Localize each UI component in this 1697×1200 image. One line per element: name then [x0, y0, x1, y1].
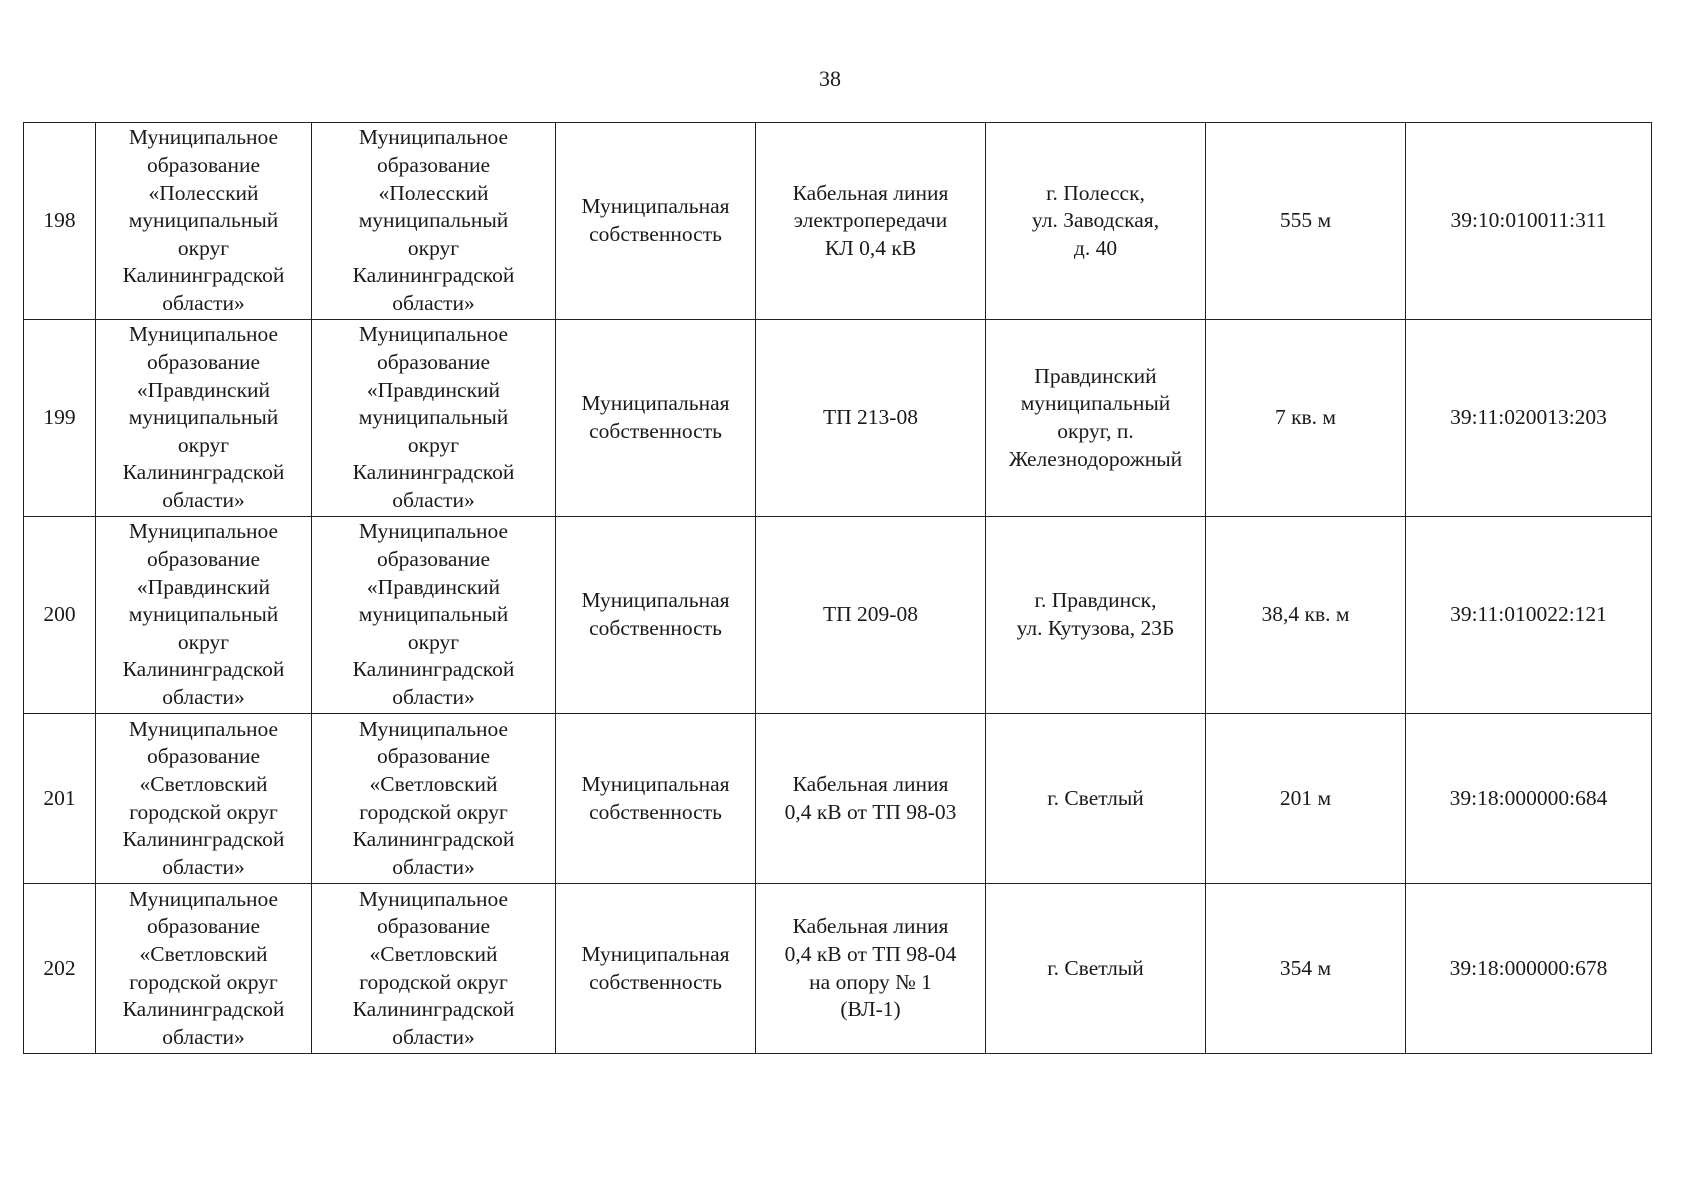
ownership-type-cell: Муниципальная собственность — [556, 517, 756, 714]
object-name-cell: ТП 209-08 — [756, 517, 986, 714]
holder-cell: Муниципальное образование «Светловский городской округ Калининградской области» — [312, 884, 556, 1054]
object-name-cell: Кабельная линия 0,4 кВ от ТП 98-03 — [756, 714, 986, 884]
ownership-type-cell: Муниципальная собственность — [556, 320, 756, 517]
cadastral-number-cell: 39:10:010011:311 — [1406, 123, 1652, 320]
address-cell: г. Полесск, ул. Заводская, д. 40 — [986, 123, 1206, 320]
row-number-cell: 198 — [24, 123, 96, 320]
address-cell: Правдинский муниципальный округ, п. Железнодорожный — [986, 320, 1206, 517]
object-name-cell: Кабельная линия электропередачи КЛ 0,4 кВ — [756, 123, 986, 320]
page-number: 38 — [819, 66, 841, 91]
holder-cell: Муниципальное образование «Правдинский муниципальный округ Калининградской области» — [312, 517, 556, 714]
table-row — [24, 884, 1652, 1054]
address-cell: г. Светлый — [986, 884, 1206, 1054]
table-row — [24, 123, 1652, 320]
ownership-type-cell: Муниципальная собственность — [556, 884, 756, 1054]
holder-cell: Муниципальное образование «Правдинский муниципальный округ Калининградской области» — [312, 320, 556, 517]
size-cell: 354 м — [1206, 884, 1406, 1054]
owner-cell: Муниципальное образование «Светловский городской округ Калининградской области» — [96, 884, 312, 1054]
ownership-type-cell: Муниципальная собственность — [556, 123, 756, 320]
table-row — [24, 320, 1652, 517]
cadastral-number-cell: 39:18:000000:684 — [1406, 714, 1652, 884]
owner-cell: Муниципальное образование «Правдинский муниципальный округ Калининградской области» — [96, 320, 312, 517]
owner-cell: Муниципальное образование «Полесский муниципальный округ Калининградской области» — [96, 123, 312, 320]
cadastral-number-cell: 39:11:010022:121 — [1406, 517, 1652, 714]
ownership-type-cell: Муниципальная собственность — [556, 714, 756, 884]
address-cell: г. Светлый — [986, 714, 1206, 884]
table-row — [24, 714, 1652, 884]
row-number-cell: 199 — [24, 320, 96, 517]
owner-cell: Муниципальное образование «Правдинский муниципальный округ Калининградской области» — [96, 517, 312, 714]
object-name-cell: Кабельная линия 0,4 кВ от ТП 98-04 на опору № 1 (ВЛ-1) — [756, 884, 986, 1054]
size-cell: 38,4 кв. м — [1206, 517, 1406, 714]
row-number-cell: 202 — [24, 884, 96, 1054]
property-registry-table — [23, 122, 1652, 1054]
size-cell: 555 м — [1206, 123, 1406, 320]
address-cell: г. Правдинск, ул. Кутузова, 23Б — [986, 517, 1206, 714]
holder-cell: Муниципальное образование «Светловский городской округ Калининградской области» — [312, 714, 556, 884]
row-number-cell: 200 — [24, 517, 96, 714]
holder-cell: Муниципальное образование «Полесский муниципальный округ Калининградской области» — [312, 123, 556, 320]
cadastral-number-cell: 39:11:020013:203 — [1406, 320, 1652, 517]
object-name-cell: ТП 213-08 — [756, 320, 986, 517]
row-number-cell: 201 — [24, 714, 96, 884]
owner-cell: Муниципальное образование «Светловский городской округ Калининградской области» — [96, 714, 312, 884]
size-cell: 7 кв. м — [1206, 320, 1406, 517]
cadastral-number-cell: 39:18:000000:678 — [1406, 884, 1652, 1054]
size-cell: 201 м — [1206, 714, 1406, 884]
table-row — [24, 517, 1652, 714]
